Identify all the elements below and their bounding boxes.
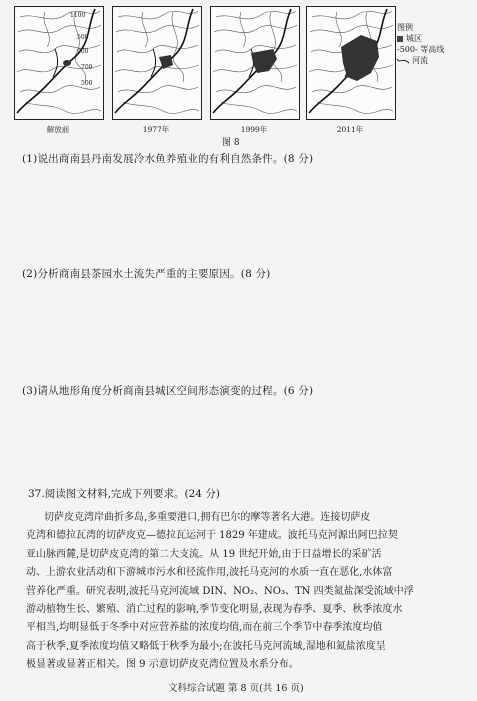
question-1: (1)说出商南县丹南发展冷水鱼养殖业的有利自然条件。(8 分) — [22, 153, 314, 165]
legend-item-urban — [397, 33, 444, 44]
map-2011 — [306, 6, 396, 120]
map-1999 — [210, 6, 300, 120]
contour-label: 500 — [81, 80, 93, 87]
contour-map — [15, 7, 103, 119]
question-37-heading: 37.阅读图文材料,完成下列要求。(24 分) — [28, 488, 220, 500]
urban-square-icon — [397, 36, 403, 42]
contour-map — [307, 7, 395, 119]
map-1977 — [112, 6, 202, 120]
map-legend — [397, 22, 444, 66]
contour-map — [113, 7, 201, 119]
material-line: 亚山脉西麓,是切萨皮克湾的第二大支流。从 19 世纪开始,由于日益增长的采矿活 — [26, 548, 382, 560]
material-line: 游动植物生长、繁殖、消亡过程的影响,季节变化明显,表现为春季、夏季、秋季浓度水 — [26, 604, 403, 616]
contour-label: 900 — [77, 48, 89, 55]
material-line: 动、上游农业活动和下游城市污水和径流作用,波托马克河的水质一直在恶化,水体富 — [26, 567, 393, 579]
legend-label: -500- 等高线 — [397, 45, 445, 54]
question-2: (2)分析商南县茶园水土流失严重的主要原因。(8 分) — [22, 268, 271, 280]
river-line-icon — [397, 57, 409, 65]
material-line: 克湾和德拉瓦湾的切萨皮克—德拉瓦运河于 1829 年建成。波托马克河源出阿巴拉契 — [26, 530, 398, 542]
figure-8 — [14, 2, 392, 134]
question-37-material — [26, 509, 444, 675]
material-line: 营养化严重。研究表明,波托马克河流域 DIN、NO₂、NO₃、TN 四类氮盐深受流域中浮 — [26, 585, 414, 597]
map-label: 2011年 — [336, 125, 364, 134]
material-line: 极显著或显著正相关。图 9 示意切萨皮克湾位置及水系分布。 — [26, 659, 299, 671]
legend-label: 城区 — [406, 34, 422, 43]
legend-label: 河流 — [412, 56, 428, 65]
question-3: (3)请从地形角度分析商南县城区空间形态演变的过程。(6 分) — [22, 385, 314, 397]
legend-item-river — [397, 55, 444, 66]
map-pre-liberation — [14, 6, 104, 120]
material-line: 切萨皮克湾岸曲折多岛,多重要港口,拥有巴尔的摩等著名大港。连接切萨皮 — [44, 512, 371, 523]
legend-item-contour — [397, 44, 444, 55]
figure-caption: 图 8 — [222, 138, 240, 148]
contour-map — [211, 7, 299, 119]
legend-title: 图例 — [397, 23, 413, 32]
material-line: 高于秋季,夏季浓度均值又略低于秋季为最小;在波托马克河流域,湿地和氮盐浓度呈 — [26, 640, 386, 652]
page-footer: 文科综合试题 第 8 页(共 16 页) — [168, 683, 304, 694]
map-label: 1999年 — [240, 125, 268, 134]
map-label: 1977年 — [142, 125, 170, 134]
map-label: 解放前 — [46, 125, 70, 134]
contour-label: 700 — [81, 64, 93, 71]
contour-label: 1100 — [70, 12, 86, 19]
material-line: 平相当,均明显低于冬季中对应营养盐的浓度均值,而在前三个季节中春季浓度均值 — [26, 622, 383, 634]
contour-label: 500 — [77, 34, 89, 41]
